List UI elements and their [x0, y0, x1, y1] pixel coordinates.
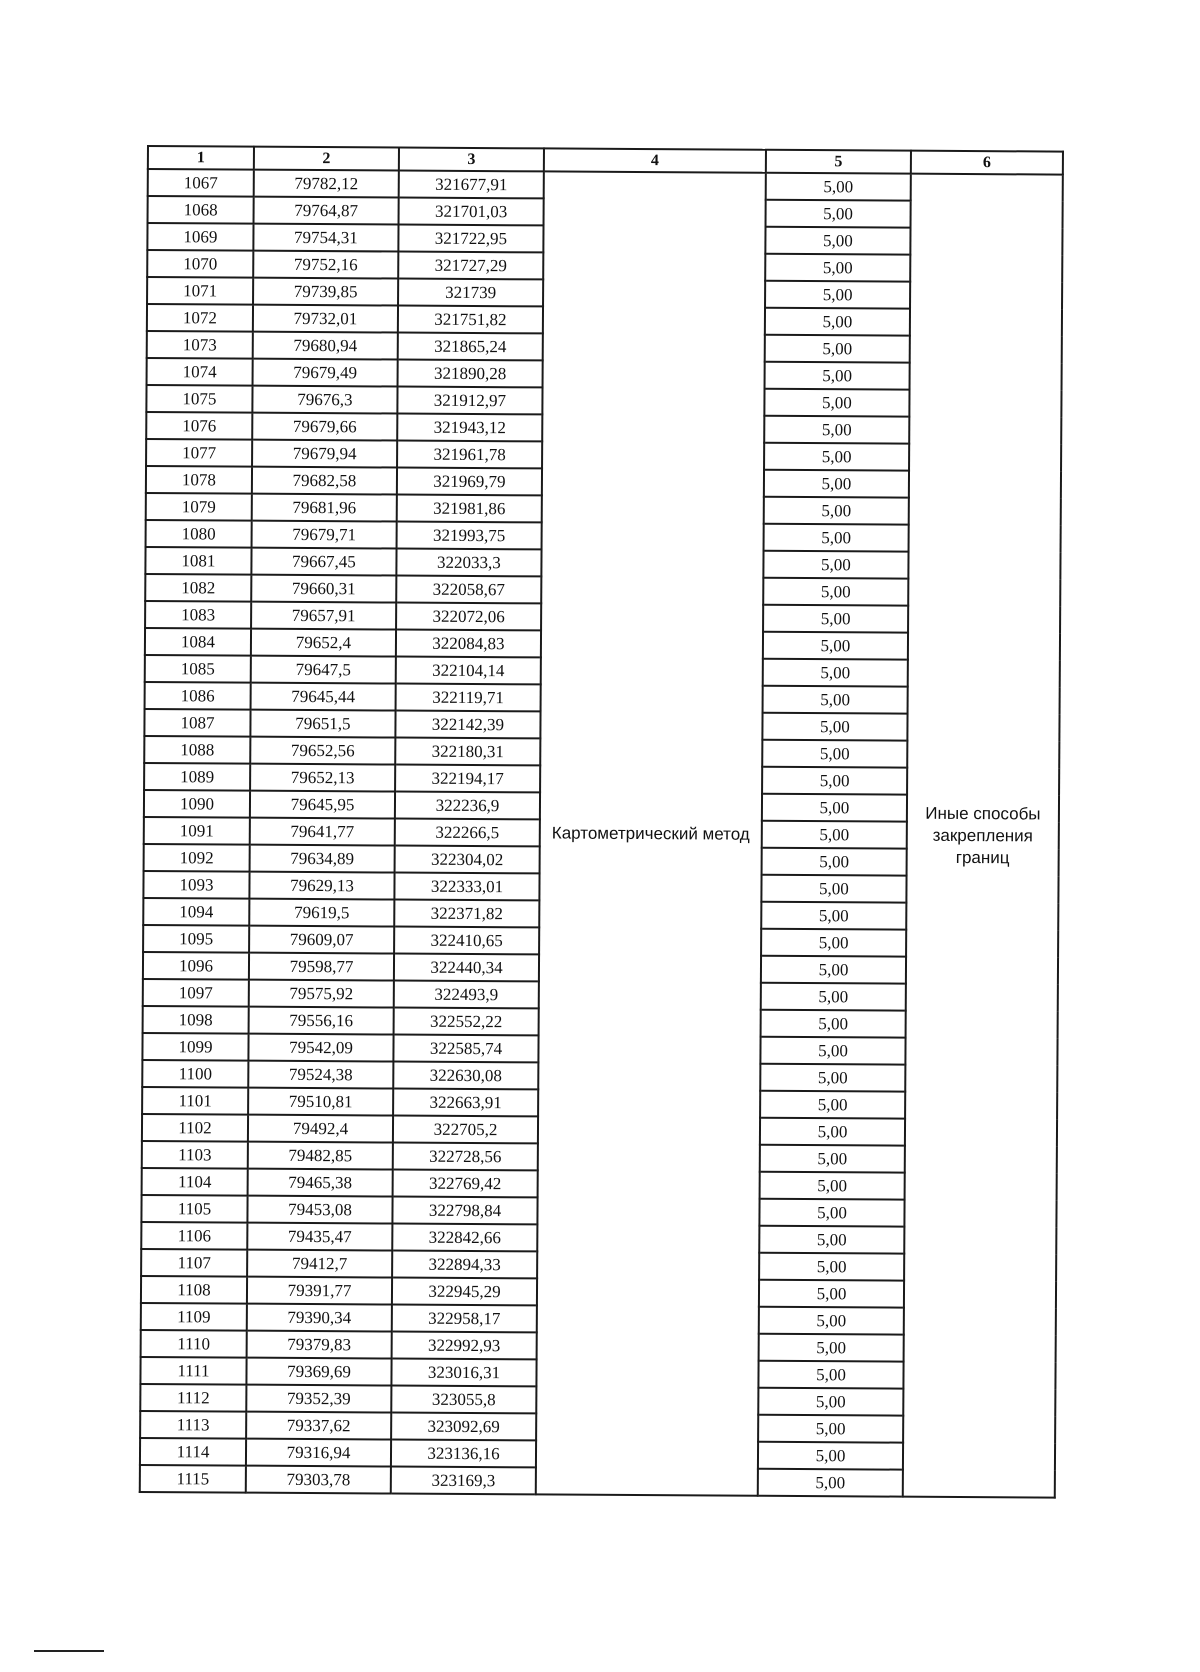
y-coordinate-cell: 323055,8 — [391, 1386, 536, 1414]
point-number-cell: 1100 — [142, 1060, 248, 1088]
accuracy-cell: 5,00 — [763, 605, 908, 633]
column-header-3: 3 — [399, 148, 544, 172]
y-coordinate-cell: 322552,22 — [394, 1008, 539, 1036]
point-number-cell: 1109 — [141, 1303, 247, 1331]
point-number-cell: 1070 — [147, 250, 253, 278]
y-coordinate-cell: 321751,82 — [398, 306, 543, 334]
accuracy-cell: 5,00 — [764, 524, 909, 552]
x-coordinate-cell: 79739,85 — [253, 278, 398, 306]
y-coordinate-cell: 323016,31 — [391, 1359, 536, 1387]
accuracy-cell: 5,00 — [763, 659, 908, 687]
accuracy-cell: 5,00 — [762, 740, 907, 768]
point-number-cell: 1078 — [146, 466, 252, 494]
accuracy-cell: 5,00 — [765, 281, 910, 309]
point-number-cell: 1099 — [142, 1033, 248, 1061]
accuracy-cell: 5,00 — [761, 956, 906, 984]
x-coordinate-cell: 79453,08 — [247, 1196, 392, 1224]
accuracy-cell: 5,00 — [760, 1118, 905, 1146]
y-coordinate-cell: 322084,83 — [396, 630, 541, 658]
column-header-2: 2 — [254, 147, 399, 171]
boundary-coordinates-table — [139, 145, 1064, 1499]
point-number-cell: 1083 — [145, 601, 251, 629]
point-number-cell: 1098 — [143, 1006, 249, 1034]
x-coordinate-cell: 79316,94 — [246, 1439, 391, 1467]
accuracy-cell: 5,00 — [765, 335, 910, 363]
accuracy-cell: 5,00 — [759, 1307, 904, 1335]
y-coordinate-cell: 322728,56 — [393, 1143, 538, 1171]
point-number-cell: 1105 — [141, 1195, 247, 1223]
x-coordinate-cell: 79645,95 — [250, 791, 395, 819]
y-coordinate-cell: 323092,69 — [391, 1413, 536, 1441]
accuracy-cell: 5,00 — [760, 1064, 905, 1092]
point-number-cell: 1102 — [142, 1114, 248, 1142]
x-coordinate-cell: 79352,39 — [246, 1385, 391, 1413]
point-number-cell: 1106 — [141, 1222, 247, 1250]
y-coordinate-cell: 322958,17 — [392, 1305, 537, 1333]
x-coordinate-cell: 79679,71 — [252, 521, 397, 549]
x-coordinate-cell: 79575,92 — [249, 980, 394, 1008]
y-coordinate-cell: 322180,31 — [395, 738, 540, 766]
point-number-cell: 1096 — [143, 952, 249, 980]
y-coordinate-cell: 322630,08 — [393, 1062, 538, 1090]
x-coordinate-cell: 79629,13 — [249, 872, 394, 900]
accuracy-cell: 5,00 — [761, 902, 906, 930]
x-coordinate-cell: 79619,5 — [249, 899, 394, 927]
point-number-cell: 1114 — [140, 1438, 246, 1466]
y-coordinate-cell: 321961,78 — [397, 441, 542, 469]
point-number-cell: 1081 — [145, 547, 251, 575]
x-coordinate-cell: 79782,12 — [254, 170, 399, 198]
accuracy-cell: 5,00 — [760, 1037, 905, 1065]
point-number-cell: 1094 — [143, 898, 249, 926]
y-coordinate-cell: 322104,14 — [396, 657, 541, 685]
x-coordinate-cell: 79337,62 — [246, 1412, 391, 1440]
x-coordinate-cell: 79435,47 — [247, 1223, 392, 1251]
column-header-5: 5 — [766, 150, 911, 174]
x-coordinate-cell: 79667,45 — [251, 548, 396, 576]
x-coordinate-cell: 79679,94 — [252, 440, 397, 468]
accuracy-cell: 5,00 — [764, 470, 909, 498]
column-header-6: 6 — [911, 151, 1063, 175]
x-coordinate-cell: 79598,77 — [249, 953, 394, 981]
point-number-cell: 1107 — [141, 1249, 247, 1277]
accuracy-cell: 5,00 — [763, 686, 908, 714]
point-number-cell: 1074 — [147, 358, 253, 386]
y-coordinate-cell: 322493,9 — [394, 981, 539, 1009]
point-number-cell: 1115 — [140, 1465, 246, 1493]
point-number-cell: 1092 — [144, 844, 250, 872]
x-coordinate-cell: 79752,16 — [253, 251, 398, 279]
point-number-cell: 1087 — [144, 709, 250, 737]
x-coordinate-cell: 79647,5 — [251, 656, 396, 684]
accuracy-cell: 5,00 — [763, 578, 908, 606]
fixing-method-line: границ — [955, 847, 1010, 867]
accuracy-cell: 5,00 — [766, 200, 911, 228]
point-number-cell: 1075 — [146, 385, 252, 413]
point-number-cell: 1086 — [145, 682, 251, 710]
accuracy-cell: 5,00 — [760, 1145, 905, 1173]
x-coordinate-cell: 79682,58 — [252, 467, 397, 495]
x-coordinate-cell: 79542,09 — [248, 1034, 393, 1062]
accuracy-cell: 5,00 — [759, 1199, 904, 1227]
point-number-cell: 1080 — [146, 520, 252, 548]
column-header-4: 4 — [544, 148, 766, 172]
accuracy-cell: 5,00 — [764, 389, 909, 417]
x-coordinate-cell: 79676,3 — [252, 386, 397, 414]
y-coordinate-cell: 322705,2 — [393, 1116, 538, 1144]
accuracy-cell: 5,00 — [762, 848, 907, 876]
x-coordinate-cell: 79492,4 — [248, 1115, 393, 1143]
point-number-cell: 1110 — [141, 1330, 247, 1358]
accuracy-cell: 5,00 — [760, 1172, 905, 1200]
point-number-cell: 1088 — [144, 736, 250, 764]
y-coordinate-cell: 322304,02 — [395, 846, 540, 874]
point-number-cell: 1093 — [143, 871, 249, 899]
accuracy-cell: 5,00 — [762, 794, 907, 822]
y-coordinate-cell: 322769,42 — [393, 1170, 538, 1198]
point-number-cell: 1067 — [148, 169, 254, 197]
y-coordinate-cell: 322585,74 — [393, 1035, 538, 1063]
point-number-cell: 1104 — [142, 1168, 248, 1196]
y-coordinate-cell: 321722,95 — [398, 225, 543, 253]
x-coordinate-cell: 79764,87 — [254, 197, 399, 225]
point-number-cell: 1113 — [140, 1411, 246, 1439]
x-coordinate-cell: 79651,5 — [250, 710, 395, 738]
y-coordinate-cell: 322194,17 — [395, 765, 540, 793]
point-number-cell: 1071 — [147, 277, 253, 305]
accuracy-cell: 5,00 — [765, 308, 910, 336]
x-coordinate-cell: 79652,4 — [251, 629, 396, 657]
accuracy-cell: 5,00 — [762, 767, 907, 795]
accuracy-cell: 5,00 — [758, 1442, 903, 1470]
y-coordinate-cell: 322440,34 — [394, 954, 539, 982]
point-number-cell: 1095 — [143, 925, 249, 953]
point-number-cell: 1069 — [147, 223, 253, 251]
y-coordinate-cell: 322798,84 — [392, 1197, 537, 1225]
point-number-cell: 1111 — [140, 1357, 246, 1385]
accuracy-cell: 5,00 — [759, 1253, 904, 1281]
x-coordinate-cell: 79556,16 — [249, 1007, 394, 1035]
accuracy-cell: 5,00 — [762, 821, 907, 849]
fixing-method-line: Иные способы — [925, 803, 1041, 823]
accuracy-cell: 5,00 — [761, 1010, 906, 1038]
y-coordinate-cell: 322371,82 — [394, 900, 539, 928]
table-body — [140, 169, 1063, 1498]
y-coordinate-cell: 322058,67 — [396, 576, 541, 604]
accuracy-cell: 5,00 — [758, 1469, 903, 1497]
column-header-1: 1 — [148, 146, 254, 170]
y-coordinate-cell: 322142,39 — [395, 711, 540, 739]
accuracy-cell: 5,00 — [759, 1334, 904, 1362]
x-coordinate-cell: 79652,56 — [250, 737, 395, 765]
accuracy-cell: 5,00 — [761, 929, 906, 957]
accuracy-cell: 5,00 — [760, 1091, 905, 1119]
x-coordinate-cell: 79379,83 — [247, 1331, 392, 1359]
y-coordinate-cell: 321943,12 — [397, 414, 542, 442]
point-number-cell: 1079 — [146, 493, 252, 521]
accuracy-cell: 5,00 — [766, 173, 911, 201]
y-coordinate-cell: 322842,66 — [392, 1224, 537, 1252]
accuracy-cell: 5,00 — [758, 1415, 903, 1443]
accuracy-cell: 5,00 — [765, 362, 910, 390]
point-number-cell: 1103 — [142, 1141, 248, 1169]
method-cell: Картометрический метод — [536, 171, 766, 1495]
x-coordinate-cell: 79609,07 — [249, 926, 394, 954]
x-coordinate-cell: 79679,66 — [252, 413, 397, 441]
x-coordinate-cell: 79369,69 — [246, 1358, 391, 1386]
point-number-cell: 1082 — [145, 574, 251, 602]
x-coordinate-cell: 79482,85 — [248, 1142, 393, 1170]
y-coordinate-cell: 321981,86 — [397, 495, 542, 523]
accuracy-cell: 5,00 — [765, 254, 910, 282]
accuracy-cell: 5,00 — [763, 632, 908, 660]
y-coordinate-cell: 321701,03 — [399, 198, 544, 226]
accuracy-cell: 5,00 — [761, 983, 906, 1011]
y-coordinate-cell: 321727,29 — [398, 252, 543, 280]
point-number-cell: 1073 — [147, 331, 253, 359]
point-number-cell: 1077 — [146, 439, 252, 467]
y-coordinate-cell: 321993,75 — [397, 522, 542, 550]
y-coordinate-cell: 322894,33 — [392, 1251, 537, 1279]
point-number-cell: 1072 — [147, 304, 253, 332]
x-coordinate-cell: 79634,89 — [250, 845, 395, 873]
x-coordinate-cell: 79754,31 — [253, 224, 398, 252]
accuracy-cell: 5,00 — [759, 1280, 904, 1308]
accuracy-cell: 5,00 — [761, 875, 906, 903]
x-coordinate-cell: 79681,96 — [252, 494, 397, 522]
y-coordinate-cell: 322663,91 — [393, 1089, 538, 1117]
fixing-method-line: закрепления — [932, 825, 1033, 845]
y-coordinate-cell: 321912,97 — [397, 387, 542, 415]
x-coordinate-cell: 79660,31 — [251, 575, 396, 603]
x-coordinate-cell: 79412,7 — [247, 1250, 392, 1278]
y-coordinate-cell: 321865,24 — [398, 333, 543, 361]
accuracy-cell: 5,00 — [758, 1388, 903, 1416]
point-number-cell: 1112 — [140, 1384, 246, 1412]
y-coordinate-cell: 322992,93 — [392, 1332, 537, 1360]
x-coordinate-cell: 79391,77 — [247, 1277, 392, 1305]
x-coordinate-cell: 79732,01 — [253, 305, 398, 333]
x-coordinate-cell: 79652,13 — [250, 764, 395, 792]
point-number-cell: 1091 — [144, 817, 250, 845]
point-number-cell: 1085 — [145, 655, 251, 683]
point-number-cell: 1108 — [141, 1276, 247, 1304]
x-coordinate-cell: 79657,91 — [251, 602, 396, 630]
accuracy-cell: 5,00 — [763, 551, 908, 579]
y-coordinate-cell: 321739 — [398, 279, 543, 307]
y-coordinate-cell: 322266,5 — [395, 819, 540, 847]
point-number-cell: 1084 — [145, 628, 251, 656]
x-coordinate-cell: 79679,49 — [253, 359, 398, 387]
y-coordinate-cell: 322236,9 — [395, 792, 540, 820]
point-number-cell: 1076 — [146, 412, 252, 440]
y-coordinate-cell: 322945,29 — [392, 1278, 537, 1306]
y-coordinate-cell: 321677,91 — [399, 171, 544, 199]
accuracy-cell: 5,00 — [764, 443, 909, 471]
x-coordinate-cell: 79303,78 — [246, 1466, 391, 1494]
x-coordinate-cell: 79465,38 — [248, 1169, 393, 1197]
x-coordinate-cell: 79641,77 — [250, 818, 395, 846]
x-coordinate-cell: 79510,81 — [248, 1088, 393, 1116]
x-coordinate-cell: 79680,94 — [253, 332, 398, 360]
point-number-cell: 1089 — [144, 763, 250, 791]
y-coordinate-cell: 321969,79 — [397, 468, 542, 496]
y-coordinate-cell: 323169,3 — [391, 1467, 536, 1495]
accuracy-cell: 5,00 — [759, 1226, 904, 1254]
y-coordinate-cell: 322410,65 — [394, 927, 539, 955]
accuracy-cell: 5,00 — [762, 713, 907, 741]
y-coordinate-cell: 321890,28 — [398, 360, 543, 388]
footer-rule — [34, 1650, 104, 1652]
point-number-cell: 1097 — [143, 979, 249, 1007]
point-number-cell: 1068 — [148, 196, 254, 224]
accuracy-cell: 5,00 — [765, 227, 910, 255]
point-number-cell: 1101 — [142, 1087, 248, 1115]
y-coordinate-cell: 322333,01 — [394, 873, 539, 901]
x-coordinate-cell: 79524,38 — [248, 1061, 393, 1089]
y-coordinate-cell: 322072,06 — [396, 603, 541, 631]
accuracy-cell: 5,00 — [764, 416, 909, 444]
fixing-method-cell — [903, 174, 1063, 1498]
accuracy-cell: 5,00 — [758, 1361, 903, 1389]
accuracy-cell: 5,00 — [764, 497, 909, 525]
x-coordinate-cell: 79645,44 — [251, 683, 396, 711]
y-coordinate-cell: 323136,16 — [391, 1440, 536, 1468]
x-coordinate-cell: 79390,34 — [247, 1304, 392, 1332]
point-number-cell: 1090 — [144, 790, 250, 818]
y-coordinate-cell: 322119,71 — [396, 684, 541, 712]
y-coordinate-cell: 322033,3 — [396, 549, 541, 577]
